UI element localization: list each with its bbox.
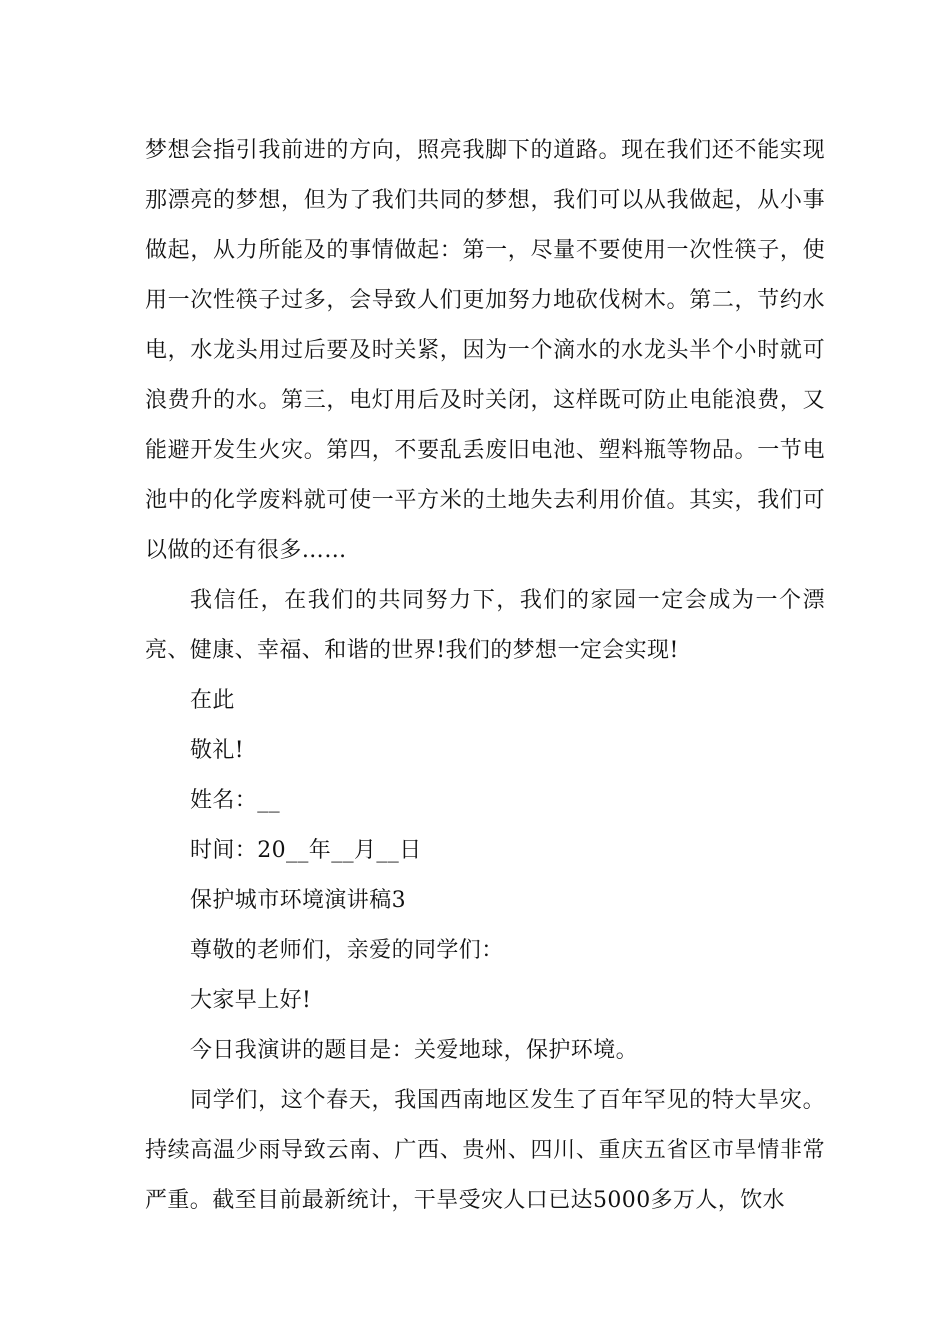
- paragraph-drought: 同学们，这个春天，我国西南地区发生了百年罕见的特大旱灾。持续高温少雨导致云南、广西、贵州、四川、重庆五省区市旱情非常严重。截至目前最新统计，干旱受灾人口已达5000多万人，饮水: [145, 1088, 825, 1213]
- salute-line: 敬礼!: [190, 738, 245, 763]
- paragraph-belief: 我信任，在我们的共同努力下，我们的家园一定会成为一个漂亮、健康、幸福、和谐的世界!我们的梦想一定会实现!: [145, 588, 825, 663]
- morning-greeting: 大家早上好!: [190, 988, 312, 1013]
- document-body: [145, 126, 825, 1226]
- greeting-line: 尊敬的老师们，亲爱的同学们：: [190, 938, 504, 963]
- topic-line: 今日我演讲的题目是：关爱地球，保护环境。: [190, 1038, 639, 1063]
- date-field: 时间：20__年__月__日: [190, 838, 422, 863]
- paragraph-intro: 梦想会指引我前进的方向，照亮我脚下的道路。现在我们还不能实现那漂亮的梦想，但为了我们共同的梦想，我们可以从我做起，从小事做起，从力所能及的事情做起：第一，尽量不要使用一次性筷子，使用一次性筷子过多，会导致人们更加努力地砍伐树木。第二，节约水电，水龙头用过后要及时关紧，因为一个滴水的水龙头半个小时就可浪费升的水。第三，电灯用后及时关闭，这样既可防止电能浪费，又能避开发生火灾。第四，不要乱丢废旧电池、塑料瓶等物品。一节电池中的化学废料就可使一平方米的土地失去利用价值。其实，我们可以做的还有很多……: [145, 138, 825, 563]
- name-field: 姓名：__: [190, 788, 281, 813]
- closing-line: 在此: [190, 688, 235, 713]
- speech-title: 保护城市环境演讲稿3: [190, 888, 406, 913]
